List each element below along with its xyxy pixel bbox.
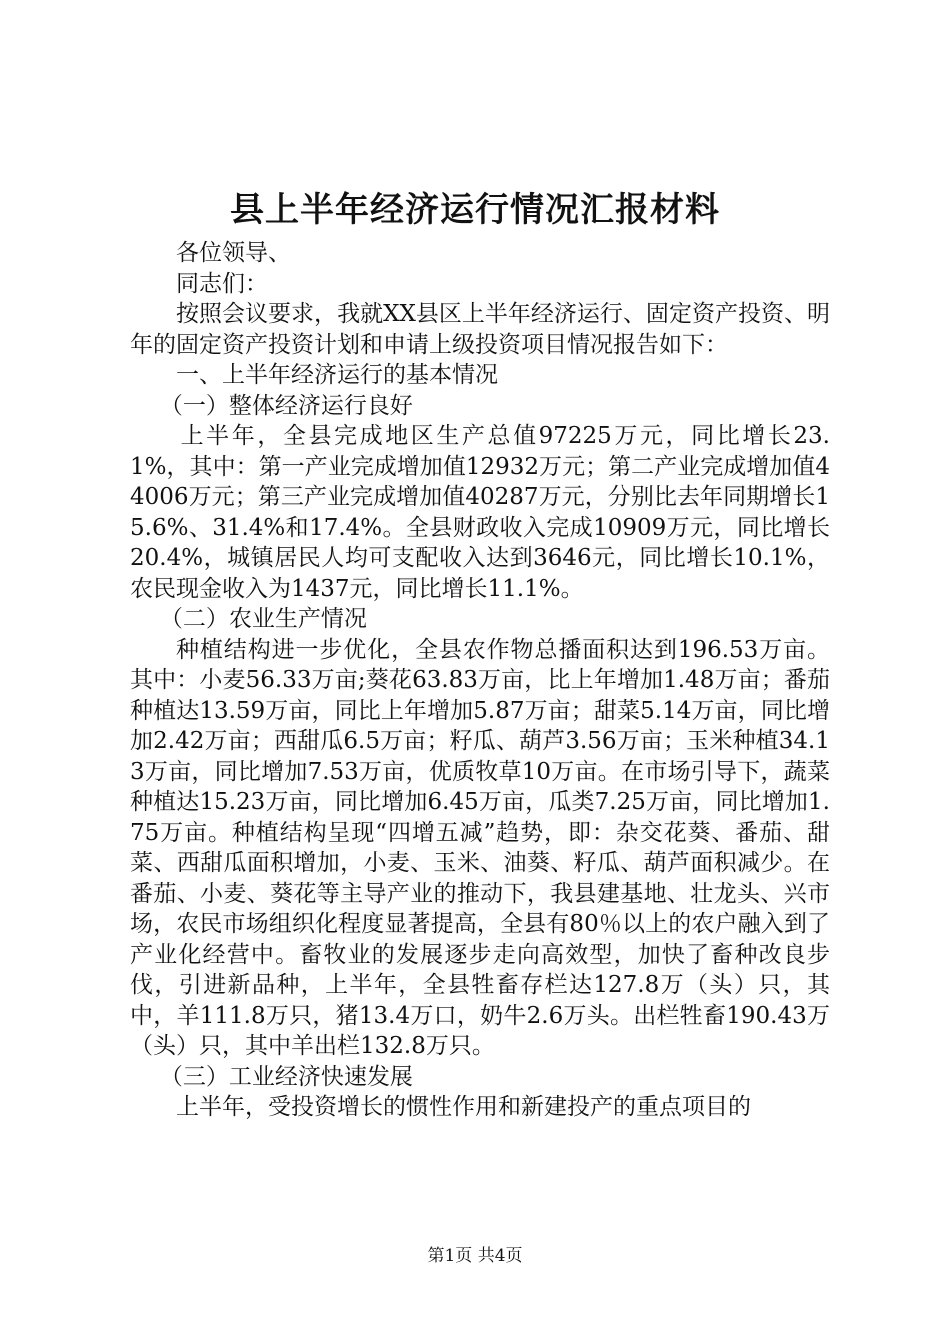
salutation-leaders: 各位领导、 (176, 240, 291, 266)
document-body (130, 238, 830, 1123)
section-heading-1: 一、上半年经济运行的基本情况 (176, 362, 498, 388)
agriculture-paragraph: 种植结构进一步优化，全县农作物总播面积达到196.53万亩。其中：小麦56.33万亩;葵花63.83万亩，比上年增加1.48万亩；番茄种植达13.59万亩，同比上年增加5.87万亩；甜菜5.14万亩，同比增加2.42万亩；西甜瓜6.5万亩；籽瓜、葫芦3.56万亩；玉米种植34.13万亩，同比增加7.53万亩，优质牧草10万亩。在市场引导下，蔬菜种植达15.23万亩，同比增加6.45万亩，瓜类7.25万亩，同比增加1.75万亩。种植结构呈现“四增五减”趋势，即：杂交花葵、番茄、甜菜、西甜瓜面积增加，小麦、玉米、油葵、籽瓜、葫芦面积减少。在番茄、小麦、葵花等主导产业的推动下，我县建基地、壮龙头、兴市场，农民市场组织化程度显著提高，全县有80％以上的农户融入到了产业化经营中。畜牧业的发展逐步走向高效型，加快了畜种改良步伐，引进新品种，上半年，全县牲畜存栏达127.8万（头）只，其中，羊111.8万只，猪13.4万口，奶牛2.6万头。出栏牲畜190.43万（头）只，其中羊出栏132.8万只。 (130, 636, 830, 1059)
industry-paragraph: 上半年，受投资增长的惯性作用和新建投产的重点项目的 (176, 1094, 751, 1120)
subsection-heading-1: （一）整体经济运行良好 (159, 392, 413, 419)
subsection-heading-3: （三）工业经济快速发展 (159, 1063, 413, 1090)
page-number: 第1页 共4页 (427, 1246, 523, 1266)
subsection-heading-2: （二）农业生产情况 (159, 606, 367, 632)
document-title: 县上半年经济运行情况汇报材料 (230, 190, 720, 230)
salutation-comrades: 同志们： (176, 270, 268, 297)
intro-paragraph: 按照会议要求，我就XX县区上半年经济运行、固定资产投资、明年的固定资产投资计划和申请上级投资项目情况报告如下： (130, 301, 830, 358)
economy-paragraph: 上半年，全县完成地区生产总值97225万元，同比增长23.1%，其中：第一产业完成增加值12932万元；第二产业完成增加值44006万元；第三产业完成增加值40287万元，分别比去年同期增长15.6%、31.4%和17.4%。全县财政收入完成10909万元，同比增长20.4%，城镇居民人均可支配收入达到3646元，同比增长10.1%，农民现金收入为1437元，同比增长11.1%。 (130, 423, 830, 602)
